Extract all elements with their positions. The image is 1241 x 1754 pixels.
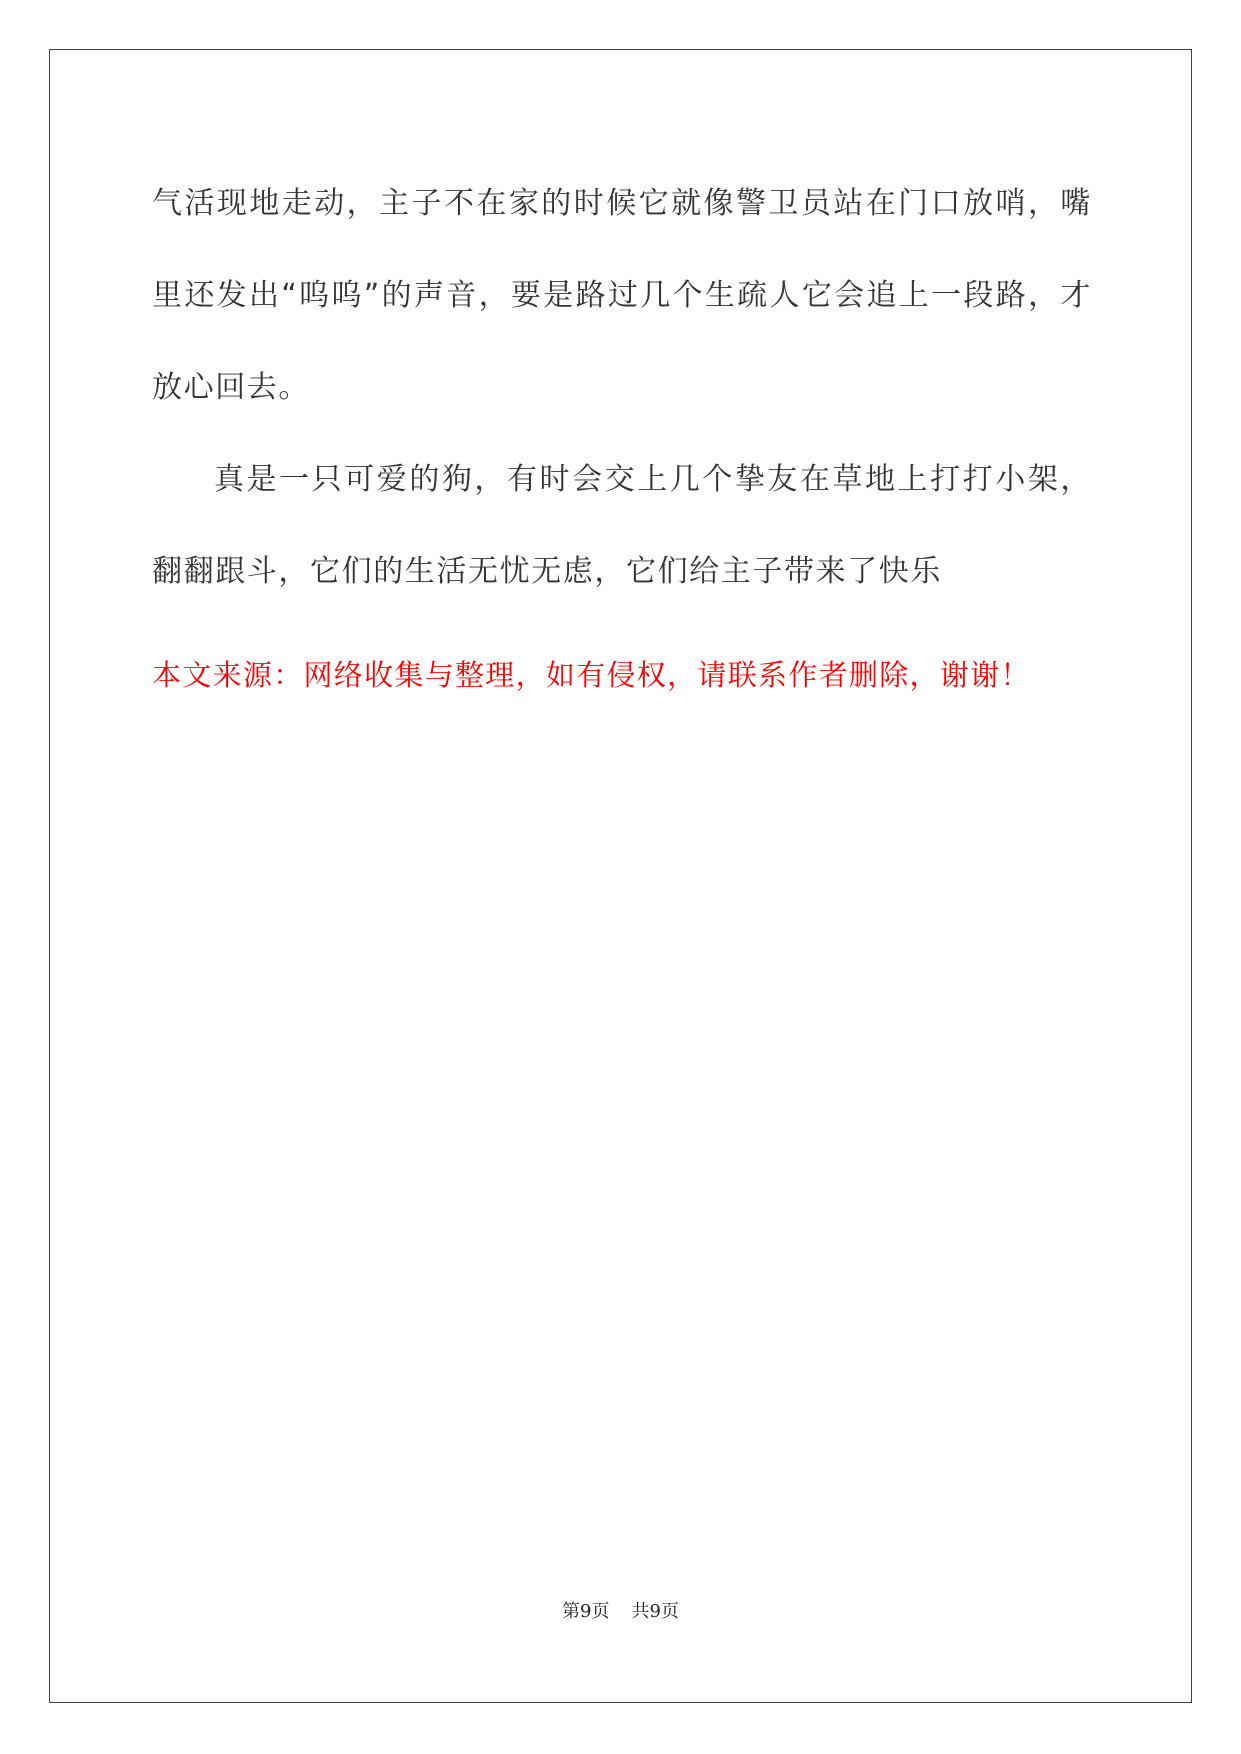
paragraph-dog: 真是一只可爱的狗，有时会交上几个挚友在草地上打打小架，翻翻跟斗，它们的生活无忧无虑，它们给主子带来了快乐 <box>152 462 1092 589</box>
source-note: 本文来源：网络收集与整理，如有侵权，请联系作者删除，谢谢！ <box>152 658 1031 692</box>
document-body <box>152 158 1092 618</box>
total-pages-label: 共9页 <box>631 1601 679 1622</box>
page-footer <box>0 1600 1241 1624</box>
paragraph-continued: 气活现地走动，主子不在家的时候它就像警卫员站在门口放哨，嘴里还发出“呜呜”的声音，要是路过几个生疏人它会追上一段路，才放心回去。 <box>152 186 1092 405</box>
current-page-label: 第9页 <box>562 1601 610 1622</box>
